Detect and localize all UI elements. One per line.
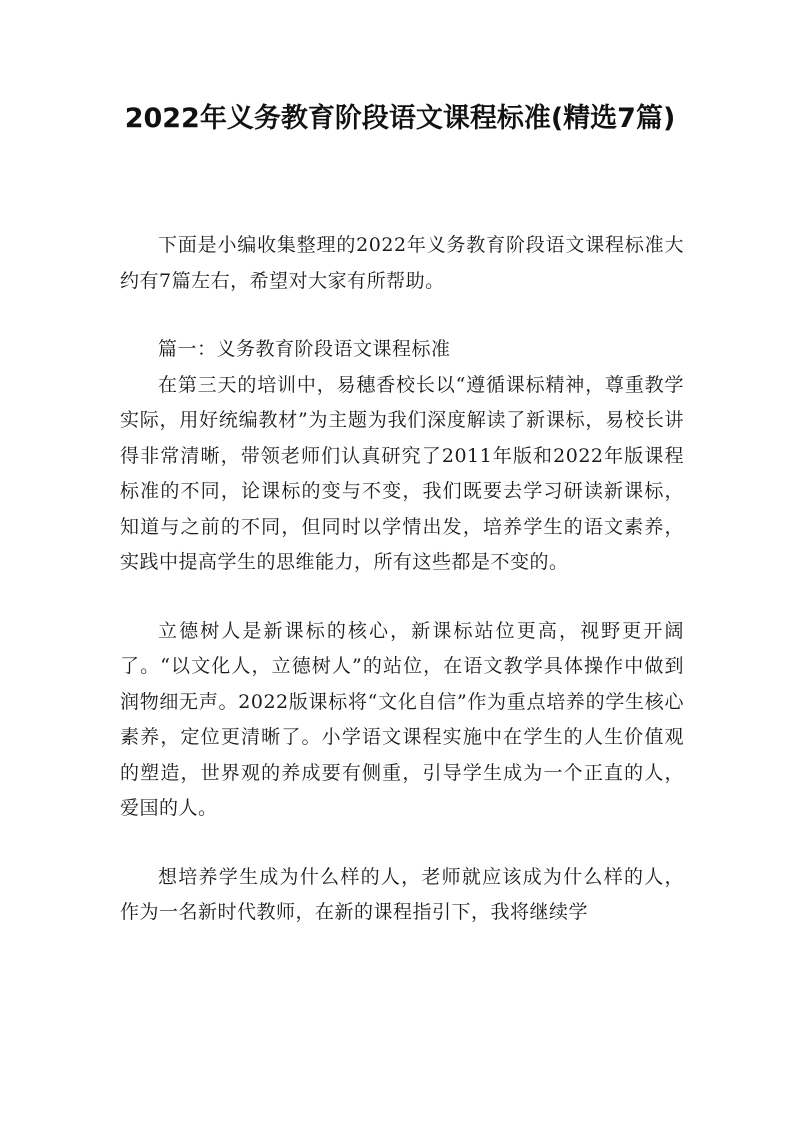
- intro-paragraph: 下面是小编收集整理的2022年义务教育阶段语文课程标准大约有7篇左右，希望对大家有所帮助。: [120, 234, 684, 292]
- section-heading: 篇一：义务教育阶段语文课程标准: [158, 338, 451, 360]
- body-paragraph: 想培养学生成为什么样的人，老师就应该成为什么样的人，作为一名新时代教师，在新的课程指引下，我将继续学: [120, 865, 684, 923]
- document-title: 2022年义务教育阶段语文课程标准(精选7篇): [124, 103, 676, 134]
- document-body: [120, 228, 684, 931]
- body-paragraph: 立德树人是新课标的核心，新课标站位更高，视野更开阔了。“以文化人，立德树人”的站位，在语文教学具体操作中做到润物细无声。2022版课标将“文化自信”作为重点培养的学生核心素养，定位更清晰了。小学语文课程实施中在学生的人生价值观的塑造，世界观的养成要有侧重，引导学生成为一个正直的人，爱国的人。: [120, 619, 684, 819]
- body-paragraph: 在第三天的培训中，易穗香校长以“遵循课标精神，尊重教学实际，用好统编教材”为主题为我们深度解读了新课标，易校长讲得非常清晰，带领老师们认真研究了2011年版和2022年版课程标准的不同，论课标的变与不变，我们既要去学习研读新课标，知道与之前的不同，但同时以学情出发，培养学生的语文素养，实践中提高学生的思维能力，所有这些都是不变的。: [120, 373, 684, 573]
